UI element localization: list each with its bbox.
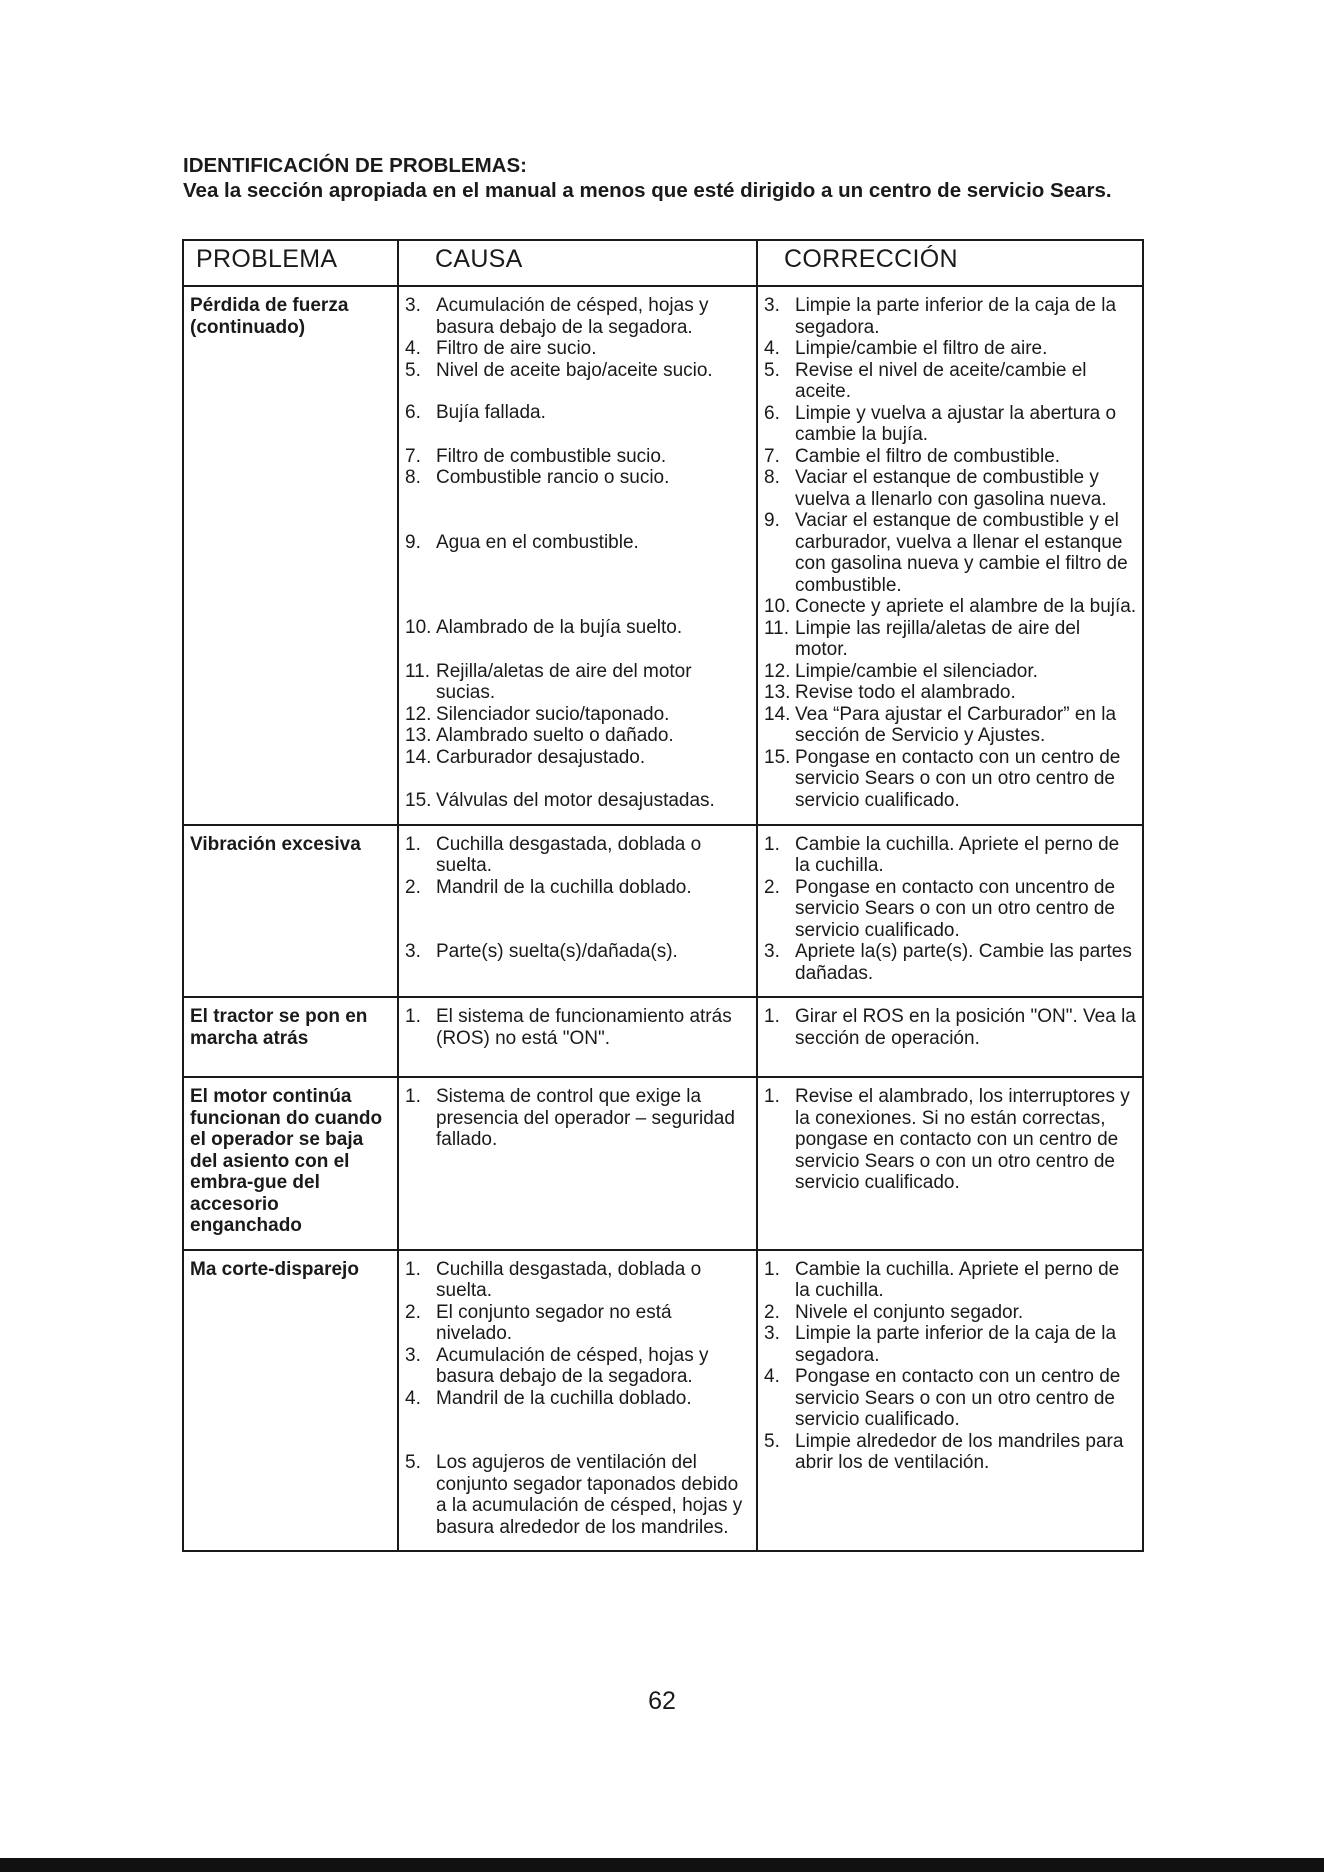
table-row — [183, 1250, 1143, 1552]
scan-bottom-edge — [0, 1858, 1324, 1872]
correction-item: 7. Cambie el filtro de combustible. — [764, 445, 1061, 467]
correction-item: 10. Conecte y apriete el alambre de la bujía. — [764, 596, 1137, 617]
cause-item: 15. Válvulas del motor desajustadas. — [405, 790, 715, 811]
cause-item: 3. Parte(s) suelta(s)/dañada(s). — [405, 941, 678, 962]
header-cause: CAUSA — [398, 240, 757, 286]
correction-item: 5. Revise el nivel de aceite/cambie el aceite. — [764, 359, 1087, 402]
cause-item: 1. Cuchilla desgastada, doblada o suelta. — [405, 1258, 702, 1301]
correction-item: 12. Limpie/cambie el silenciador. — [764, 660, 1038, 682]
cause-item: 2. Mandril de la cuchilla doblado. — [405, 876, 692, 898]
correction-item: 4. Pongase en contacto con un centro de servicio Sears o con un otro centro de servicio cualificado. — [764, 1366, 1121, 1430]
cause-item: 10. Alambrado de la bujía suelto. — [405, 617, 683, 638]
header-problem: PROBLEMA — [183, 240, 398, 286]
cause-item: 1. Cuchilla desgastada, doblada o suelta. — [405, 833, 702, 876]
correction-item: 8. Vaciar el estanque de combustible y vuelva a llenarlo con gasolina nueva. — [764, 467, 1107, 510]
cause-item: 11. Rejilla/aletas de aire del motor sucias. — [405, 660, 692, 703]
correction-cell — [757, 1077, 1143, 1250]
table-row — [183, 997, 1143, 1077]
cause-cell — [398, 997, 757, 1077]
correction-item: 13. Revise todo el alambrado. — [764, 682, 1016, 703]
cause-item: 3. Acumulación de césped, hojas y basura debajo de la segadora. — [405, 1344, 709, 1387]
correction-item: 3. Limpie la parte inferior de la caja de la segadora. — [764, 295, 1117, 338]
correction-item: 2. Nivele el conjunto segador. — [764, 1301, 1024, 1323]
correction-item: 3. Apriete la(s) parte(s). Cambie las partes dañadas. — [764, 941, 1132, 984]
correction-item: 1. Cambie la cuchilla. Apriete el perno de la cuchilla. — [764, 1258, 1120, 1301]
correction-item: 4. Limpie/cambie el filtro de aire. — [764, 338, 1048, 359]
page-title: IDENTIFICACIÓN DE PROBLEMAS: — [183, 154, 527, 177]
correction-item: 11. Limpie las rejilla/aletas de aire del motor. — [764, 617, 1081, 660]
cause-item: 12. Silenciador sucio/taponado. — [405, 703, 670, 725]
cause-item: 2. El conjunto segador no está nivelado. — [405, 1301, 672, 1344]
cause-item: 8. Combustible rancio o sucio. — [405, 467, 670, 488]
page-heading — [183, 153, 1143, 203]
correction-item: 14. Vea “Para ajustar el Carburador” en la sección de Servicio y Ajustes. — [764, 703, 1117, 746]
correction-item: 1. Cambie la cuchilla. Apriete el perno de la cuchilla. — [764, 833, 1120, 876]
cause-item: 1. Sistema de control que exige la presencia del operador – seguridad fallado. — [405, 1086, 735, 1150]
problem-cell: El tractor se pon en marcha atrás — [183, 997, 398, 1077]
cause-item: 14. Carburador desajustado. — [405, 746, 646, 768]
problem-cell: Vibración excesiva — [183, 825, 398, 998]
cause-cell — [398, 825, 757, 998]
correction-cell — [757, 1250, 1143, 1552]
correction-item: 3. Limpie la parte inferior de la caja de la segadora. — [764, 1323, 1117, 1366]
cause-cell — [398, 1250, 757, 1552]
cause-item: 13. Alambrado suelto o dañado. — [405, 725, 674, 746]
header-correction: CORRECCIÓN — [757, 240, 1143, 286]
correction-item: 2. Pongase en contacto con uncentro de servicio Sears o con un otro centro de servicio cualificado. — [764, 876, 1116, 941]
cause-item: 5. Nivel de aceite bajo/aceite sucio. — [405, 359, 713, 381]
cause-item: 6. Bujía fallada. — [405, 402, 546, 423]
table-row — [183, 825, 1143, 998]
cause-item: 4. Filtro de aire sucio. — [405, 338, 597, 359]
cause-item: 1. El sistema de funcionamiento atrás (ROS) no está "ON". — [405, 1006, 732, 1049]
cause-cell — [398, 1077, 757, 1250]
cause-item: 3. Acumulación de césped, hojas y basura debajo de la segadora. — [405, 295, 709, 338]
correction-item: 6. Limpie y vuelva a ajustar la abertura o cambie la bujía. — [764, 402, 1117, 445]
correction-item: 15. Pongase en contacto con un centro de servicio Sears o con un otro centro de servicio cualificado. — [764, 746, 1121, 811]
cause-item: 7. Filtro de combustible sucio. — [405, 445, 667, 467]
correction-item: 5. Limpie alrededor de los mandriles para abrir los de ventilación. — [764, 1430, 1124, 1473]
correction-item: 1. Revise el alambrado, los interruptores y la conexiones. Si no están correctas, pongase en contacto con un centro de servicio Sears o con un otro centro de servicio cualificado. — [764, 1086, 1130, 1193]
correction-item: 9. Vaciar el estanque de combustible y el carburador, vuelva a llenar el estanque con gasolina nueva y cambie el filtro de combustible. — [764, 510, 1128, 596]
table-row — [183, 1077, 1143, 1250]
cause-item: 5. Los agujeros de ventilación del conjunto segador taponados debido a la acumulación de césped, hojas y basura alrededor de los mandriles. — [405, 1452, 743, 1538]
cause-cell — [398, 286, 757, 825]
problem-cell: Ma corte-disparejo — [183, 1250, 398, 1552]
table-row — [183, 286, 1143, 825]
troubleshooting-table — [182, 239, 1144, 1552]
page-number: 62 — [648, 1687, 676, 1715]
correction-cell — [757, 997, 1143, 1077]
problem-cell: El motor continúa funcionan do cuando el operador se baja del asiento con el embra-gue del accesorio enganchado — [183, 1077, 398, 1250]
problem-cell: Pérdida de fuerza (continuado) — [183, 286, 398, 825]
correction-cell — [757, 286, 1143, 825]
correction-item: 1. Girar el ROS en la posición "ON". Vea la sección de operación. — [764, 1006, 1136, 1049]
cause-item: 9. Agua en el combustible. — [405, 531, 639, 553]
correction-cell — [757, 825, 1143, 998]
page-subtitle: Vea la sección apropiada en el manual a menos que esté dirigido a un centro de servicio Sears. — [183, 179, 1112, 202]
cause-item: 4. Mandril de la cuchilla doblado. — [405, 1387, 692, 1409]
table-header-row — [183, 240, 1143, 286]
